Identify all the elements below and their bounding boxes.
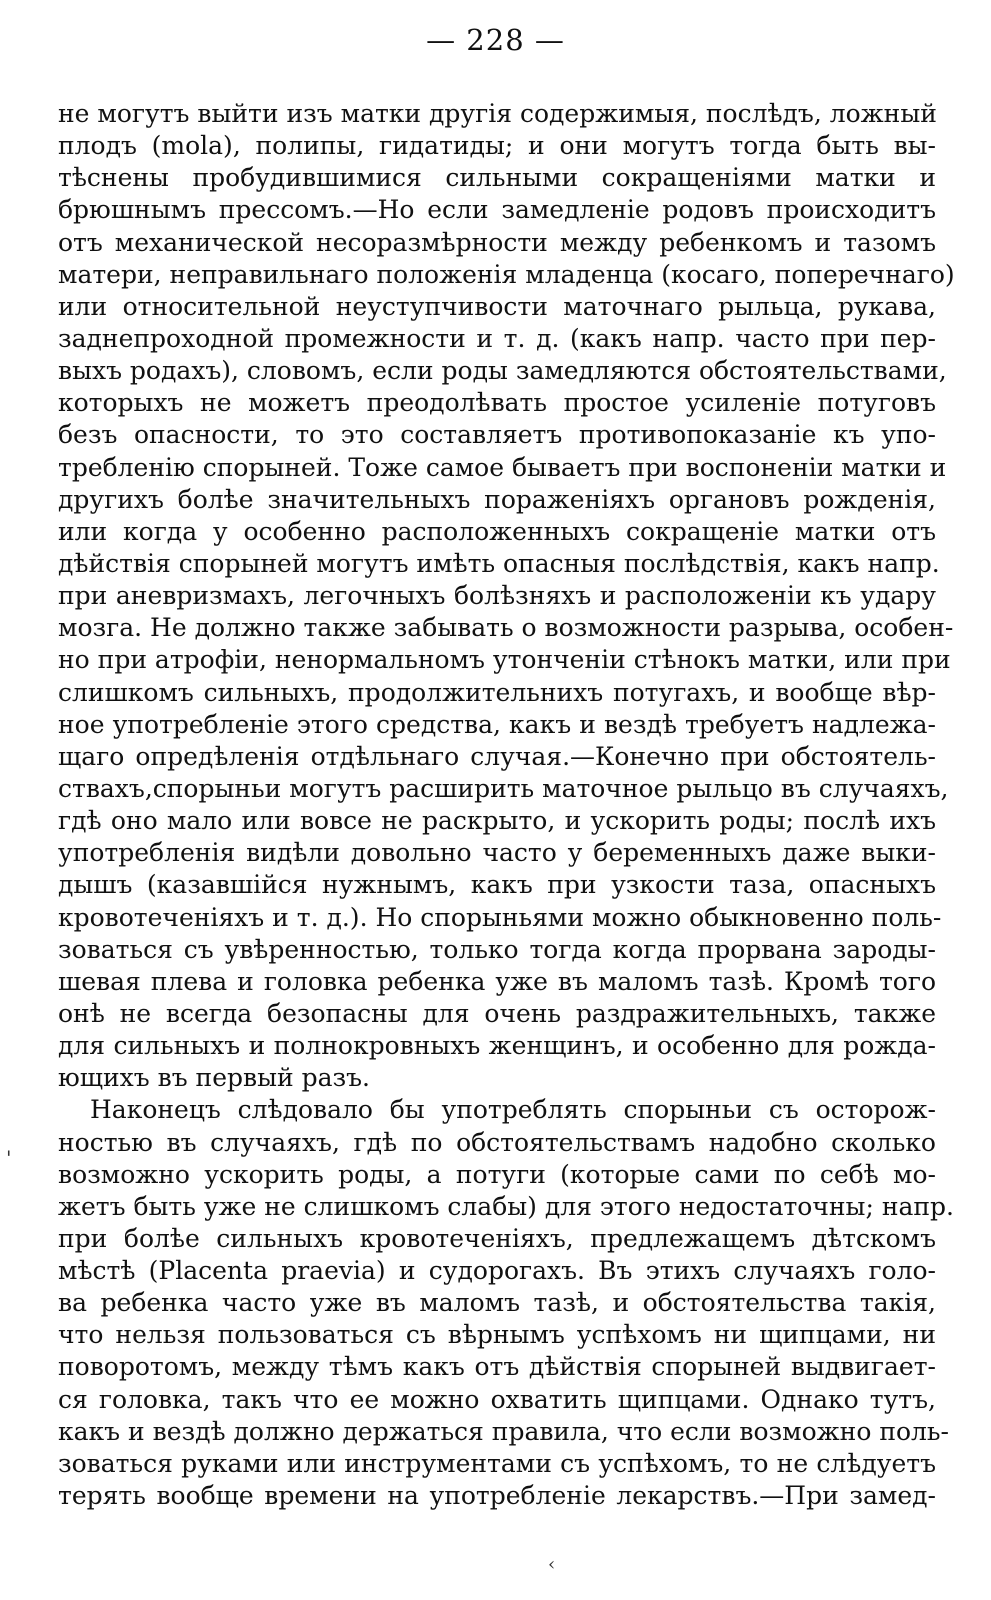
text-line: или относительной неуступчивости маточнаго рыльца, рукава, [58,291,936,321]
margin-mark: ' [6,1146,12,1170]
text-line: плодъ (mola), полипы, гидатиды; и они могутъ тогда быть вы- [58,131,936,161]
text-line: другихъ болѣе значительныхъ пораженіяхъ органовъ рожденія, [58,484,936,514]
text-line: брюшнымъ прессомъ.—Но если замедленіе родовъ происходитъ [58,195,936,225]
text-line: ностью въ случаяхъ, гдѣ по обстоятельствамъ надобно сколько [58,1127,936,1157]
text-line: при аневризмахъ, легочныхъ болѣзняхъ и расположеніи къ удару [58,581,936,611]
text-line: какъ и вездѣ должно держаться правила, что если возможно поль- [58,1416,949,1446]
text-line: ствахъ,спорыньи могутъ расширить маточное рыльцо въ случаяхъ, [58,773,949,803]
text-line: заднепроходной промежности и т. д. (какъ напр. часто при пер- [58,323,936,353]
text-line: для сильныхъ и полнокровныхъ женщинъ, и особенно для рожда- [58,1031,936,1061]
text-line: требленію спорыней. Тоже самое бываетъ при воспоненіи матки и [58,452,947,482]
text-line: зоваться руками или инструментами съ успѣхомъ, то не слѣдуетъ [58,1448,936,1478]
text-line: шевая плева и головка ребенка уже въ маломъ тазѣ. Кромѣ того [58,966,936,996]
text-line: возможно ускорить роды, а потуги (которые сами по себѣ мо- [58,1159,936,1189]
text-line: тѣснены пробудившимися сильными сокращеніями матки и [58,163,936,193]
text-line: но при атрофіи, ненормальномъ утонченіи стѣнокъ матки, или при [58,645,951,675]
text-line: слишкомъ сильныхъ, продолжительнихъ потугахъ, и вообще вѣр- [58,677,936,707]
text-line: дѣйствія спорыней могутъ имѣть опасныя послѣдствія, какъ напр. [58,548,940,578]
text-line: мѣстѣ (Placenta praevia) и судорогахъ. Въ этихъ случаяхъ голо- [58,1256,936,1286]
paragraph-end-line: ющихъ въ первый разъ. [58,1063,370,1093]
text-line: зоваться съ увѣренностью, только тогда когда прорвана зароды- [58,934,936,964]
text-line: кровотеченіяхъ и т. д.). Но спорыньями можно обыкновенно поль- [58,902,942,932]
text-line: ва ребенка часто уже въ маломъ тазѣ, и обстоятельства такія, [58,1288,936,1318]
text-line: ся головка, такъ что ее можно охватить щипцами. Однако тутъ, [58,1384,936,1414]
text-line: что нельзя пользоваться съ вѣрнымъ успѣхомъ ни щипцами, ни [58,1320,936,1350]
text-line: при болѣе сильныхъ кровотеченіяхъ, предлежащемъ дѣтскомъ [58,1223,936,1253]
page-number: — 228 — [426,23,565,57]
text-line: поворотомъ, между тѣмъ какъ отъ дѣйствія спорыней выдвигает- [58,1352,936,1382]
text-line: мозга. Не должно также забывать о возможности разрыва, особен- [58,613,954,643]
text-line: выхъ родахъ), словомъ, если роды замедляются обстоятельствами, [58,356,947,386]
paragraph-start-line: Наконецъ слѣдовало бы употреблять спорыньи съ осторож- [90,1095,936,1125]
bottom-mark: ‹ [548,1554,556,1575]
text-line: жетъ быть уже не слишкомъ слабы) для этого недостаточны; напр. [58,1191,954,1221]
text-line: матери, неправильнаго положенія младенца (косаго, поперечнаго) [58,259,955,289]
text-line: гдѣ оно мало или вовсе не раскрыто, и ускорить роды; послѣ ихъ [58,806,936,836]
text-line: не могутъ выйти изъ матки другія содержимыя, послѣдъ, ложный [58,99,937,128]
text-line: употребленія видѣли довольно часто у беременныхъ даже выки- [58,838,936,868]
text-line: онѣ не всегда безопасны для очень раздражительныхъ, также [58,998,936,1028]
text-line: терять вообще времени на употребленіе лекарствъ.—При замед- [58,1481,936,1511]
text-line: отъ механической несоразмѣрности между ребенкомъ и тазомъ [58,227,936,257]
text-line: которыхъ не можетъ преодолѣвать простое усиленіе потуговъ [58,388,936,418]
text-line: ное употребленіе этого средства, какъ и вездѣ требуетъ надлежа- [58,709,936,739]
text-line: щаго опредѣленія отдѣльнаго случая.—Конечно при обстоятель- [58,741,936,771]
text-line: или когда у особенно расположенныхъ сокращеніе матки отъ [58,516,936,546]
body-text [58,98,955,1512]
text-line: дышъ (казавшійся нужнымъ, какъ при узкости таза, опасныхъ [58,870,936,900]
text-line: безъ опасности, то это составляетъ противопоказаніе къ упо- [58,420,936,450]
